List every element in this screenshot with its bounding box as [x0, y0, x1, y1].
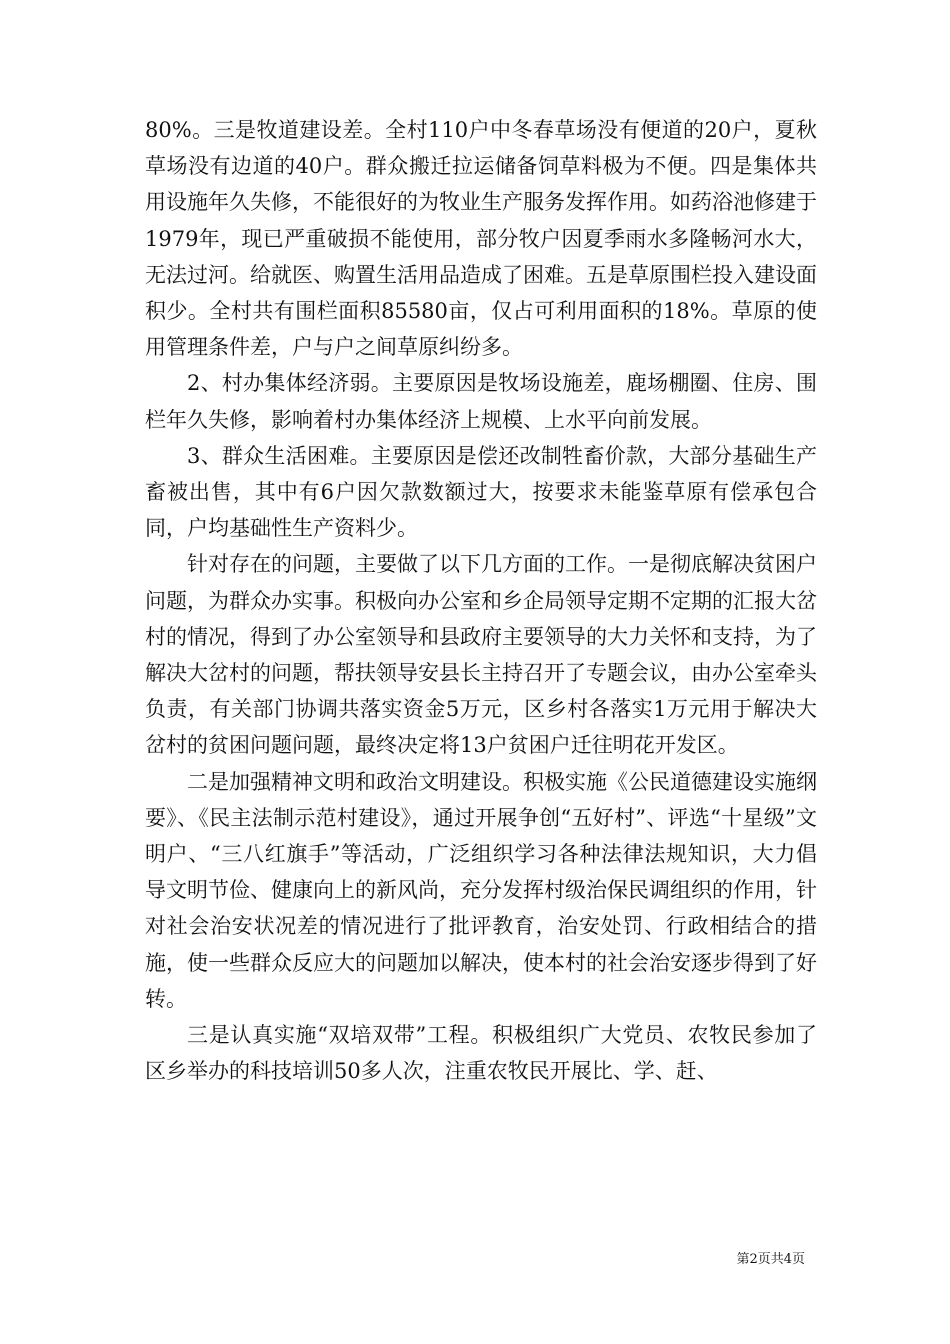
paragraph-1: 80%。三是牧道建设差。全村110户中冬春草场没有便道的20户，夏秋草场没有边道的40户。群众搬迁拉运储备饲草料极为不便。四是集体共用设施年久失修，不能很好的为牧业生产服务发挥作用。如药浴池修建于1979年，现已严重破损不能使用，部分牧户因夏季雨水多隆畅河水大，无法过河。给就医、购置生活用品造成了困难。五是草原围栏投入建设面积少。全村共有围栏面积85580亩，仅占可利用面积的18%。草原的使用管理条件差，户与户之间草原纠纷多。 [145, 118, 817, 360]
paragraph-6: 三是认真实施“双培双带”工程。积极组织广大党员、农牧民参加了区乡举办的科技培训50多人次，注重农牧民开展比、学、赶、 [145, 1023, 817, 1084]
paragraph-3: 3、群众生活困难。主要原因是偿还改制牲畜价款，大部分基础生产畜被出售，其中有6户因欠款数额过大，按要求未能鉴草原有偿承包合同，户均基础性生产资料少。 [145, 443, 817, 541]
paragraph-5: 二是加强精神文明和政治文明建设。积极实施《公民道德建设实施纲要》、《民主法制示范村建设》，通过开展争创“五好村”、评选“十星级”文明户、“三八红旗手”等活动，广泛组织学习各种法律法规知识，大力倡导文明节俭、健康向上的新风尚，充分发挥村级治保民调组织的作用，针对社会治安状况差的情况进行了批评教育，治安处罚、行政相结合的措施，使一些群众反应大的问题加以解决，使本村的社会治安逐步得到了好转。 [145, 769, 817, 1011]
page-number-footer: 第2页共4页 [736, 1252, 805, 1267]
paragraph-2: 2、村办集体经济弱。主要原因是牧场设施差，鹿场棚圈、住房、围栏年久失修，影响着村办集体经济上规模、上水平向前发展。 [145, 371, 817, 432]
document-body [145, 112, 817, 1089]
paragraph-4: 针对存在的问题，主要做了以下几方面的工作。一是彻底解决贫困户问题，为群众办实事。积极向办公室和乡企局领导定期不定期的汇报大岔村的情况，得到了办公室领导和县政府主要领导的大力关怀和支持，为了解决大岔村的问题，帮扶领导安县长主持召开了专题会议，由办公室牵头负责，有关部门协调共落实资金5万元，区乡村各落实1万元用于解决大岔村的贫困问题问题，最终决定将13户贫困户迁往明花开发区。 [145, 552, 817, 758]
